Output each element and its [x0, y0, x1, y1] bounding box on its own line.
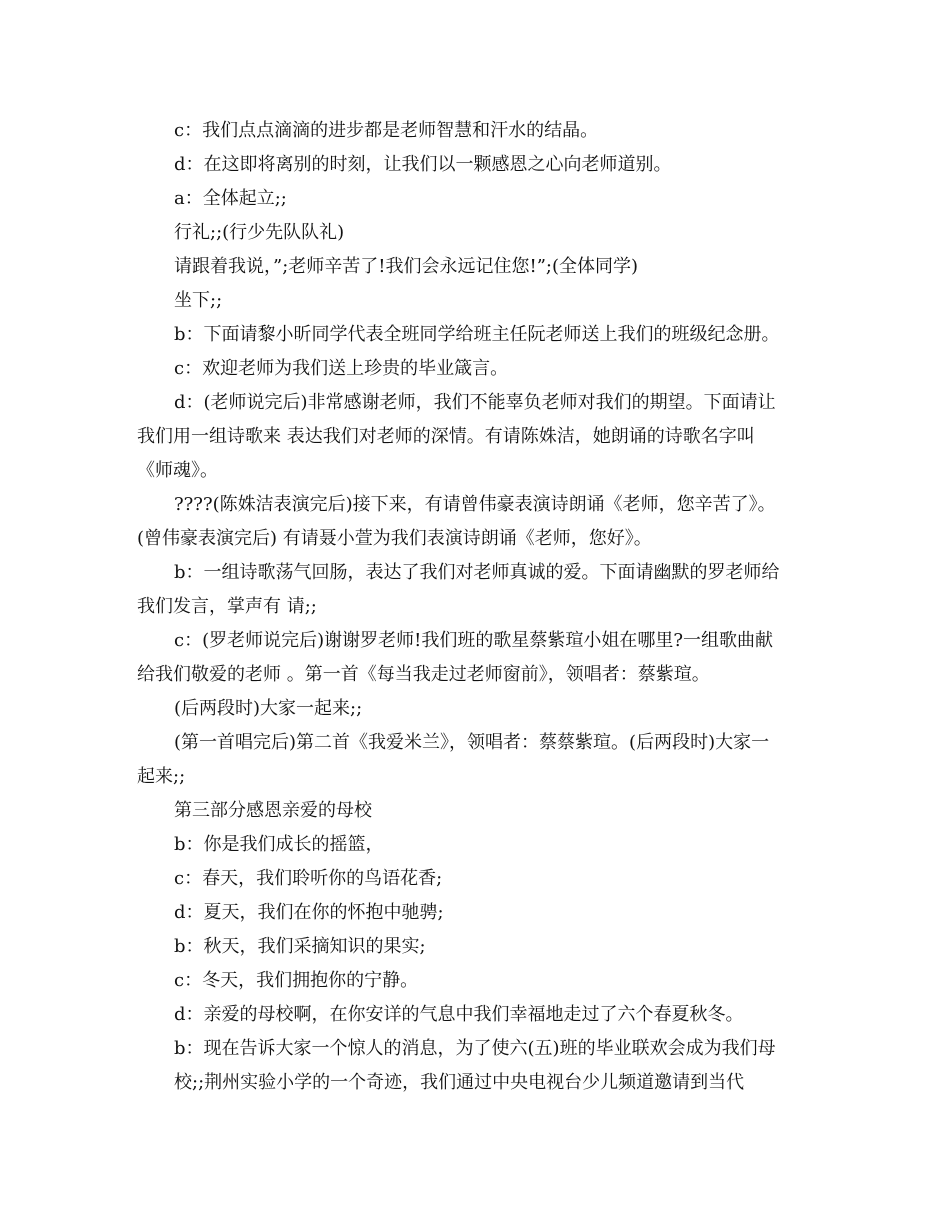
text-line: 校;;荆州实验小学的一个奇迹，我们通过中央电视台少儿频道邀请到当代	[174, 1072, 745, 1093]
text-line: c：我们点点滴滴的进步都是老师智慧和汗水的结晶。	[174, 120, 599, 141]
text-line: 给我们敬爱的老师 。第一首《每当我走过老师窗前》，领唱者：蔡紫瑄。	[137, 664, 710, 685]
text-line: c：(罗老师说完后)谢谢罗老师!我们班的歌星蔡紫瑄小姐在哪里?一组歌曲献	[174, 630, 774, 651]
text-line: a：全体起立;;	[174, 188, 287, 209]
text-line: 起来;;	[137, 766, 186, 787]
text-line: 行礼;;(行少先队队礼)	[174, 222, 345, 243]
text-line: d：亲爱的母校啊，在你安详的气息中我们幸福地走过了六个春夏秋冬。	[174, 1004, 744, 1025]
text-line: 我们发言，掌声有 请;;	[137, 596, 317, 617]
text-line: b：现在告诉大家一个惊人的消息，为了使六(五)班的毕业联欢会成为我们母	[174, 1038, 776, 1059]
text-line: b：一组诗歌荡气回肠，表达了我们对老师真诚的爱。下面请幽默的罗老师给	[174, 562, 780, 583]
text-line: ????(陈姝洁表演完后)接下来，有请曾伟豪表演诗朗诵《老师，您辛苦了》。	[174, 494, 776, 515]
text-line: (后两段时)大家一起来;;	[174, 698, 363, 719]
text-line: 请跟着我说，”;老师辛苦了!我们会永远记住您!”;(全体同学)	[174, 256, 639, 277]
text-line: 坐下;;	[174, 290, 223, 311]
text-line: (曾伟豪表演完后) 有请聂小萱为我们表演诗朗诵《老师，您好》。	[137, 528, 652, 549]
text-line: c：春天，我们聆听你的鸟语花香;	[174, 868, 443, 889]
text-line: 我们用一组诗歌来 表达我们对老师的深情。有请陈姝洁，她朗诵的诗歌名字叫	[137, 426, 755, 447]
section-heading: 第三部分感恩亲爱的母校	[174, 800, 372, 821]
text-line: c：欢迎老师为我们送上珍贵的毕业箴言。	[174, 358, 509, 379]
text-line: b：你是我们成长的摇篮，	[174, 834, 384, 855]
text-line: (第一首唱完后)第二首《我爱米兰》，领唱者：蔡蔡紫瑄。(后两段时)大家一	[174, 732, 770, 753]
text-line: b：秋天，我们采摘知识的果实;	[174, 936, 426, 957]
text-line: 《师魂》。	[137, 460, 218, 481]
text-line: c：冬天，我们拥抱你的宁静。	[174, 970, 419, 991]
text-line: d：夏天，我们在你的怀抱中驰骋;	[174, 902, 444, 923]
text-line: d：(老师说完后)非常感谢老师，我们不能辜负老师对我们的期望。下面请让	[174, 392, 776, 413]
text-line: b：下面请黎小昕同学代表全班同学给班主任阮老师送上我们的班级纪念册。	[174, 324, 780, 345]
text-line: d：在这即将离别的时刻，让我们以一颗感恩之心向老师道别。	[174, 154, 672, 175]
